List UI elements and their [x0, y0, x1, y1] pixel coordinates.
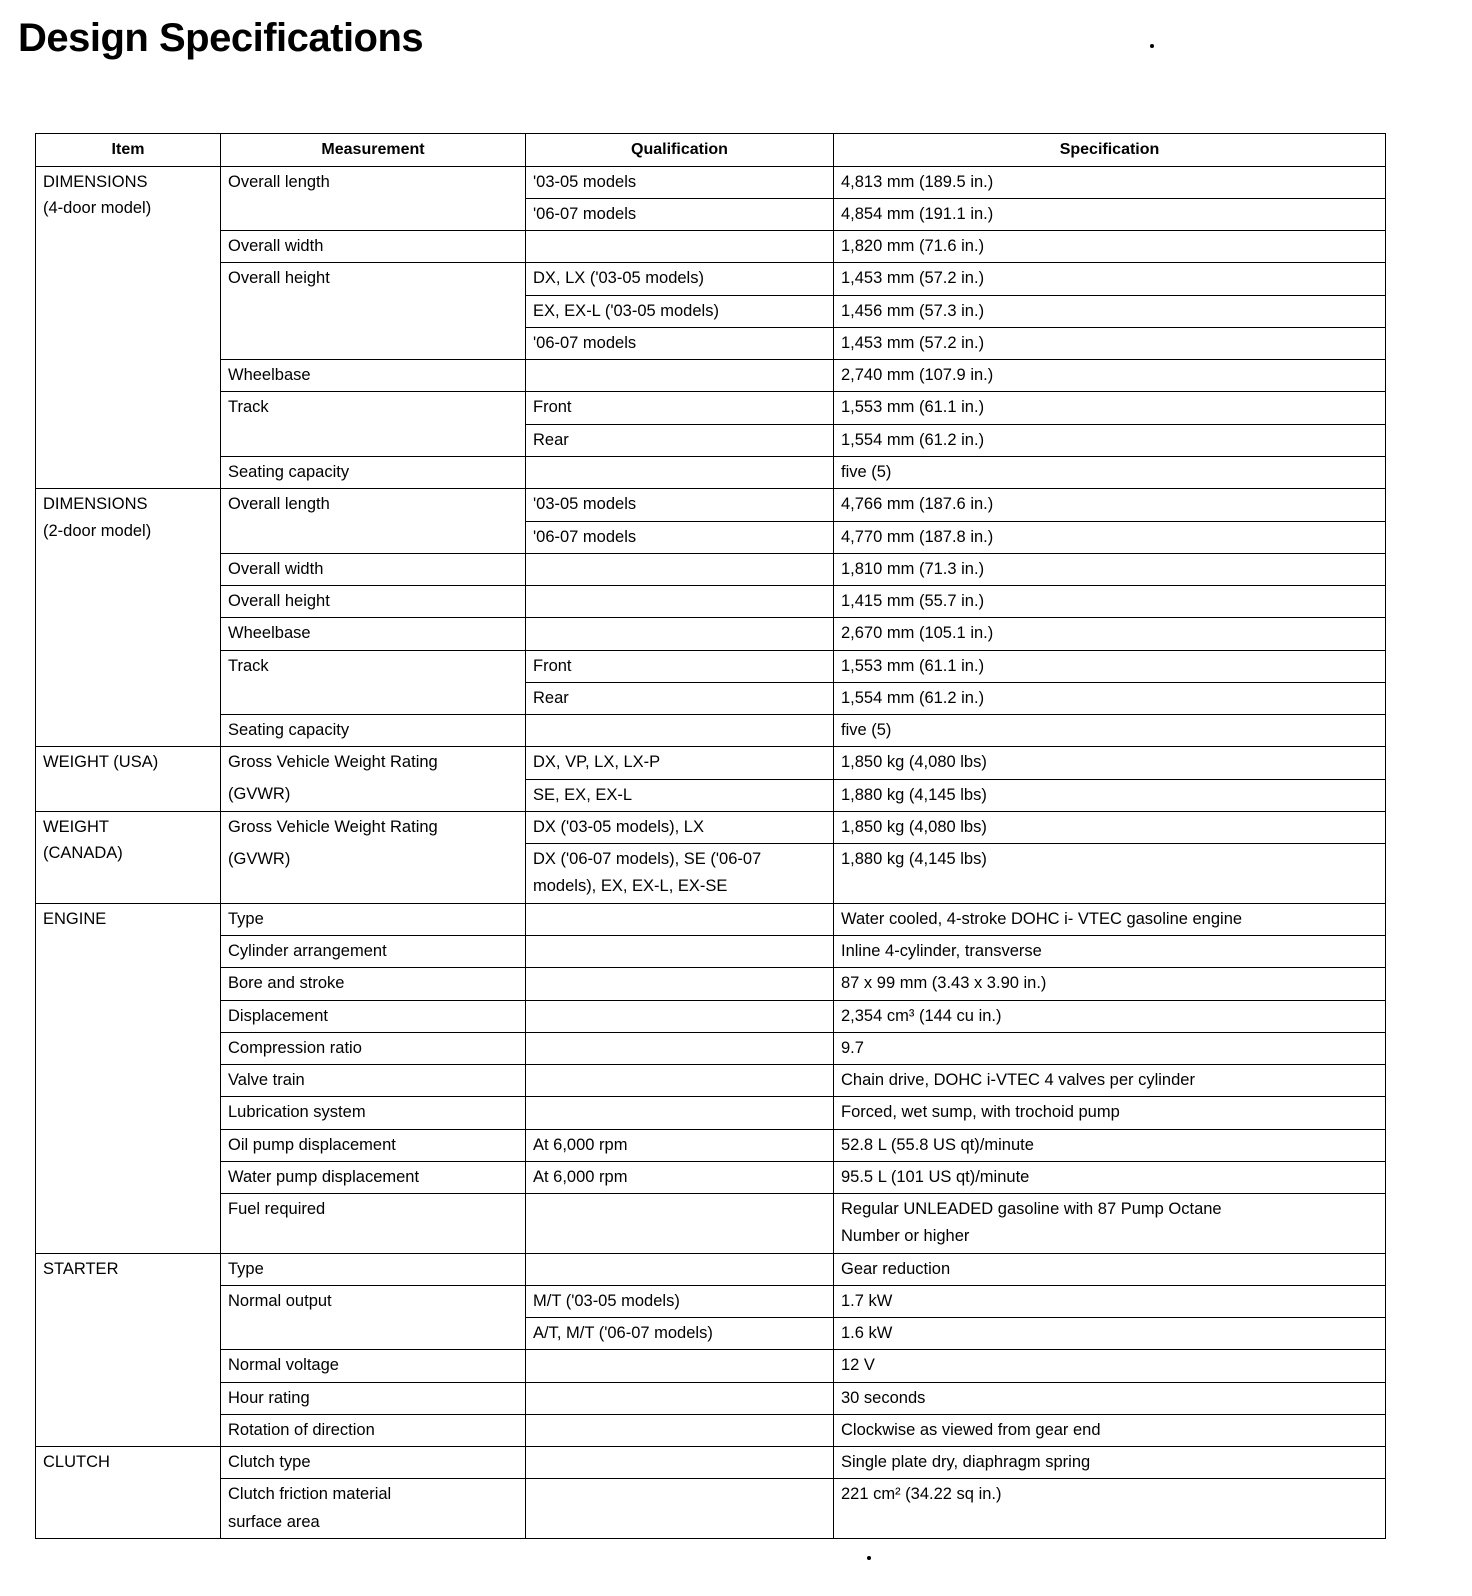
measurement-cell: Wheelbase: [221, 618, 526, 650]
qualification-text-line2: models), EX, EX-L, EX-SE: [533, 877, 728, 896]
specification-cell: five (5): [834, 456, 1386, 488]
specification-cell: 1,810 mm (71.3 in.): [834, 553, 1386, 585]
qualification-cell: Rear: [526, 424, 834, 456]
qualification-cell: Rear: [526, 682, 834, 714]
table-row: [36, 1414, 1386, 1446]
table-row: [36, 1097, 1386, 1129]
column-header-qualification: Qualification: [526, 134, 834, 167]
table-row: [36, 779, 1386, 811]
specification-cell: Gear reduction: [834, 1253, 1386, 1285]
measurement-cell: Fuel required: [221, 1194, 526, 1254]
qualification-cell: At 6,000 rpm: [526, 1129, 834, 1161]
measurement-cell: [221, 1318, 526, 1350]
group-item-cell: [36, 747, 221, 812]
table-row: [36, 715, 1386, 747]
design-specifications-table: [35, 133, 1386, 1539]
measurement-cell: [221, 682, 526, 714]
qualification-cell: '03-05 models: [526, 166, 834, 198]
qualification-cell: DX, VP, LX, LX-P: [526, 747, 834, 779]
specification-cell: 1,850 kg (4,080 lbs): [834, 747, 1386, 779]
qualification-cell: [526, 1065, 834, 1097]
measurement-cell: Overall width: [221, 231, 526, 263]
qualification-cell: [526, 1350, 834, 1382]
qualification-cell: At 6,000 rpm: [526, 1161, 834, 1193]
table-row: [36, 650, 1386, 682]
table-row: [36, 1000, 1386, 1032]
specification-cell: 2,740 mm (107.9 in.): [834, 360, 1386, 392]
qualification-cell: [526, 1000, 834, 1032]
qualification-cell: [526, 844, 834, 904]
table-row: [36, 456, 1386, 488]
specification-cell: 1,554 mm (61.2 in.): [834, 424, 1386, 456]
table-row: [36, 968, 1386, 1000]
qualification-cell: [526, 1382, 834, 1414]
measurement-cell: Seating capacity: [221, 456, 526, 488]
qualification-cell: EX, EX-L ('03-05 models): [526, 295, 834, 327]
table-row: [36, 166, 1386, 198]
qualification-cell: [526, 1194, 834, 1254]
table-row: [36, 327, 1386, 359]
table-row: [36, 1129, 1386, 1161]
table-row: [36, 1253, 1386, 1285]
table-header-row: [36, 134, 1386, 167]
qualification-cell: [526, 903, 834, 935]
measurement-cell: Normal output: [221, 1285, 526, 1317]
table-row: [36, 586, 1386, 618]
page-title: Design Specifications: [18, 16, 424, 60]
specification-cell: 1,554 mm (61.2 in.): [834, 682, 1386, 714]
table-row: [36, 1032, 1386, 1064]
measurement-text: Clutch friction material: [228, 1485, 392, 1504]
measurement-cell: Type: [221, 1253, 526, 1285]
table-row: [36, 903, 1386, 935]
qualification-cell: [526, 1253, 834, 1285]
qualification-cell: '06-07 models: [526, 521, 834, 553]
measurement-cell: Valve train: [221, 1065, 526, 1097]
measurement-cell: Hour rating: [221, 1382, 526, 1414]
specification-cell: 12 V: [834, 1350, 1386, 1382]
qualification-cell: Front: [526, 650, 834, 682]
measurement-cell: Overall height: [221, 586, 526, 618]
measurement-cell: Rotation of direction: [221, 1414, 526, 1446]
group-item-label: DIMENSIONS: [43, 172, 148, 191]
page-mark-bottom: [867, 1556, 871, 1560]
measurement-cell: [221, 424, 526, 456]
group-item-label: WEIGHT (USA): [43, 753, 159, 772]
specification-cell: 1.6 kW: [834, 1318, 1386, 1350]
table-row: [36, 682, 1386, 714]
specification-cell: 221 cm² (34.22 sq in.): [834, 1479, 1386, 1539]
measurement-cell: Displacement: [221, 1000, 526, 1032]
table-row: [36, 360, 1386, 392]
measurement-cell: Cylinder arrangement: [221, 935, 526, 967]
table-row: [36, 1285, 1386, 1317]
specification-text-line2: Number or higher: [841, 1227, 970, 1246]
table-row: [36, 521, 1386, 553]
qualification-cell: [526, 1414, 834, 1446]
qualification-cell: Front: [526, 392, 834, 424]
qualification-cell: [526, 935, 834, 967]
measurement-cell: Track: [221, 650, 526, 682]
specification-cell: five (5): [834, 715, 1386, 747]
specification-cell: 1,453 mm (57.2 in.): [834, 263, 1386, 295]
measurement-cell: Track: [221, 392, 526, 424]
qualification-cell: [526, 1479, 834, 1539]
measurement-cell: (GVWR): [221, 844, 526, 904]
qualification-cell: [526, 968, 834, 1000]
group-item-label: ENGINE: [43, 909, 107, 928]
measurement-cell: [221, 198, 526, 230]
specification-cell: 1,553 mm (61.1 in.): [834, 392, 1386, 424]
qualification-cell: [526, 360, 834, 392]
group-item-cell: [36, 166, 221, 489]
table-row: [36, 392, 1386, 424]
table-row: [36, 844, 1386, 904]
qualification-cell: DX, LX ('03-05 models): [526, 263, 834, 295]
qualification-cell: [526, 553, 834, 585]
specification-cell: 1.7 kW: [834, 1285, 1386, 1317]
group-item-label: CLUTCH: [43, 1453, 110, 1472]
measurement-text-line2: surface area: [228, 1512, 320, 1531]
table-row: [36, 1447, 1386, 1479]
qualification-cell: [526, 715, 834, 747]
specification-cell: 4,770 mm (187.8 in.): [834, 521, 1386, 553]
measurement-cell: Overall height: [221, 263, 526, 295]
page-mark-top: [1150, 44, 1154, 48]
measurement-cell: Overall length: [221, 489, 526, 521]
specification-cell: 95.5 L (101 US qt)/minute: [834, 1161, 1386, 1193]
table-body: [36, 166, 1386, 1538]
table-row: [36, 295, 1386, 327]
measurement-cell: Lubrication system: [221, 1097, 526, 1129]
qualification-cell: [526, 1097, 834, 1129]
specification-cell: 2,354 cm³ (144 cu in.): [834, 1000, 1386, 1032]
specification-cell: 1,880 kg (4,145 lbs): [834, 779, 1386, 811]
specification-cell: 87 x 99 mm (3.43 x 3.90 in.): [834, 968, 1386, 1000]
qualification-cell: [526, 586, 834, 618]
specification-cell: 4,766 mm (187.6 in.): [834, 489, 1386, 521]
qualification-cell: M/T ('03-05 models): [526, 1285, 834, 1317]
specification-cell: [834, 1194, 1386, 1254]
measurement-text: Gross Vehicle Weight Rating: [228, 753, 438, 772]
measurement-cell: Overall length: [221, 166, 526, 198]
measurement-cell: Overall width: [221, 553, 526, 585]
column-header-item: Item: [36, 134, 221, 167]
column-header-specification: Specification: [834, 134, 1386, 167]
specification-cell: 52.8 L (55.8 US qt)/minute: [834, 1129, 1386, 1161]
qualification-cell: SE, EX, EX-L: [526, 779, 834, 811]
specification-cell: Single plate dry, diaphragm spring: [834, 1447, 1386, 1479]
qualification-cell: '06-07 models: [526, 198, 834, 230]
column-header-measurement: Measurement: [221, 134, 526, 167]
measurement-cell: Clutch type: [221, 1447, 526, 1479]
specification-cell: Inline 4-cylinder, transverse: [834, 935, 1386, 967]
specification-cell: 1,553 mm (61.1 in.): [834, 650, 1386, 682]
table-row: [36, 1161, 1386, 1193]
group-item-cell: [36, 903, 221, 1253]
measurement-cell: [221, 747, 526, 779]
specification-cell: 1,850 kg (4,080 lbs): [834, 811, 1386, 843]
measurement-cell: [221, 295, 526, 327]
measurement-cell: Compression ratio: [221, 1032, 526, 1064]
measurement-cell: Wheelbase: [221, 360, 526, 392]
qualification-cell: [526, 618, 834, 650]
measurement-cell: Type: [221, 903, 526, 935]
qualification-text: DX ('06-07 models), SE ('06-07: [533, 850, 762, 869]
specification-cell: 1,415 mm (55.7 in.): [834, 586, 1386, 618]
qualification-cell: [526, 1032, 834, 1064]
specification-cell: 4,813 mm (189.5 in.): [834, 166, 1386, 198]
group-item-cell: [36, 1447, 221, 1539]
table-row: [36, 935, 1386, 967]
specification-text: Regular UNLEADED gasoline with 87 Pump Octane: [841, 1200, 1222, 1219]
specification-cell: 1,820 mm (71.6 in.): [834, 231, 1386, 263]
table-row: [36, 231, 1386, 263]
measurement-cell: [221, 1479, 526, 1539]
specification-cell: 1,453 mm (57.2 in.): [834, 327, 1386, 359]
table-row: [36, 747, 1386, 779]
qualification-cell: A/T, M/T ('06-07 models): [526, 1318, 834, 1350]
specification-cell: 4,854 mm (191.1 in.): [834, 198, 1386, 230]
table-row: [36, 1065, 1386, 1097]
group-item-cell: [36, 489, 221, 747]
specification-cell: Forced, wet sump, with trochoid pump: [834, 1097, 1386, 1129]
measurement-cell: [221, 521, 526, 553]
measurement-cell: Normal voltage: [221, 1350, 526, 1382]
table-row: [36, 489, 1386, 521]
measurement-cell: Seating capacity: [221, 715, 526, 747]
specification-cell: 1,880 kg (4,145 lbs): [834, 844, 1386, 904]
measurement-cell: Water pump displacement: [221, 1161, 526, 1193]
specification-cell: Clockwise as viewed from gear end: [834, 1414, 1386, 1446]
measurement-cell: Bore and stroke: [221, 968, 526, 1000]
qualification-cell: '03-05 models: [526, 489, 834, 521]
qualification-cell: [526, 456, 834, 488]
specification-cell: 1,456 mm (57.3 in.): [834, 295, 1386, 327]
specification-cell: 9.7: [834, 1032, 1386, 1064]
table-row: [36, 1194, 1386, 1254]
group-item-sublabel: (CANADA): [43, 844, 123, 863]
specification-cell: 2,670 mm (105.1 in.): [834, 618, 1386, 650]
specification-cell: Chain drive, DOHC i-VTEC 4 valves per cylinder: [834, 1065, 1386, 1097]
group-item-label: WEIGHT: [43, 817, 109, 836]
qualification-cell: DX ('03-05 models), LX: [526, 811, 834, 843]
table-row: [36, 198, 1386, 230]
qualification-cell: '06-07 models: [526, 327, 834, 359]
specification-cell: Water cooled, 4-stroke DOHC i- VTEC gasoline engine: [834, 903, 1386, 935]
table-row: [36, 424, 1386, 456]
measurement-cell: [221, 327, 526, 359]
specification-cell: 30 seconds: [834, 1382, 1386, 1414]
group-item-sublabel: (2-door model): [43, 521, 152, 540]
group-item-cell: [36, 811, 221, 903]
table-row: [36, 1318, 1386, 1350]
table-header: [36, 134, 1386, 167]
table-row: [36, 1382, 1386, 1414]
design-specifications-table-wrapper: [35, 133, 1385, 1539]
table-row: [36, 618, 1386, 650]
qualification-cell: [526, 1447, 834, 1479]
group-item-label: DIMENSIONS: [43, 495, 148, 514]
group-item-sublabel: (4-door model): [43, 198, 152, 217]
table-row: [36, 1350, 1386, 1382]
measurement-cell: Oil pump displacement: [221, 1129, 526, 1161]
group-item-label: STARTER: [43, 1259, 119, 1278]
measurement-cell: Gross Vehicle Weight Rating: [221, 811, 526, 843]
measurement-cell: (GVWR): [221, 779, 526, 811]
table-row: [36, 811, 1386, 843]
table-row: [36, 263, 1386, 295]
qualification-cell: [526, 231, 834, 263]
table-row: [36, 553, 1386, 585]
group-item-cell: [36, 1253, 221, 1447]
table-row: [36, 1479, 1386, 1539]
